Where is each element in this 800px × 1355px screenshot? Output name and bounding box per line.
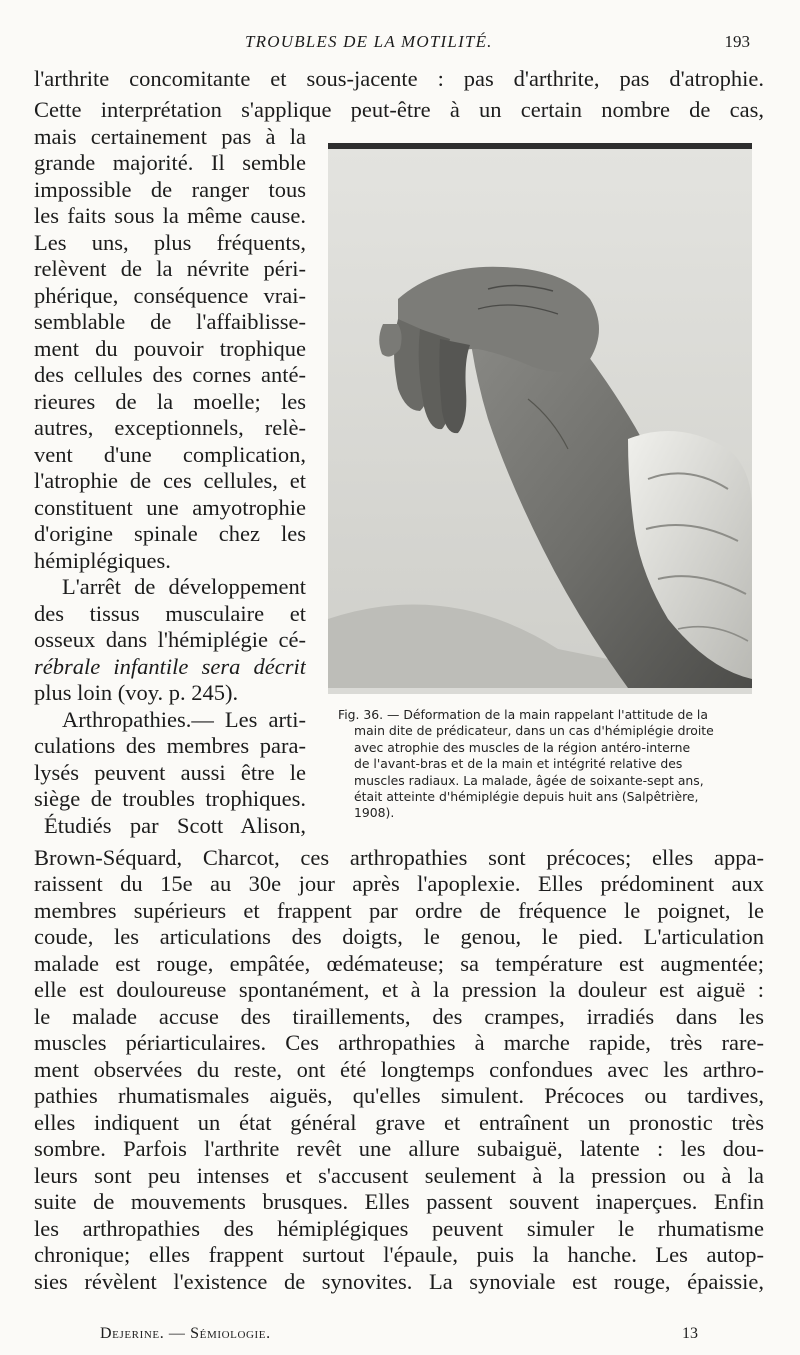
footer-signature: 13: [682, 1325, 698, 1342]
column-line: impossible de ranger tous: [34, 177, 306, 202]
text-line: elles indiquent un état général grave et entraînent un pronostic très: [34, 1110, 764, 1135]
text-line: chronique; elles frappent surtout l'épaule, puis la hanche. Les autop-: [34, 1242, 764, 1267]
text-line: malade est rouge, empâtée, œdémateuse; sa température est augmentée;: [34, 951, 764, 976]
caption-line: muscles radiaux. La malade, âgée de soixante-sept ans,: [354, 772, 704, 788]
column-line: d'origine spinale chez les: [34, 521, 306, 546]
column-line: relèvent de la névrite péri-: [34, 256, 306, 281]
column-line: ment du pouvoir trophique: [34, 336, 306, 361]
column-line: plus loin (voy. p. 245).: [34, 680, 239, 705]
column-line: grande majorité. Il semble: [34, 150, 306, 175]
column-line: constituent une amyotrophie: [34, 495, 306, 520]
column-line: culations des membres para-: [34, 733, 306, 758]
text-line: Brown-Séquard, Charcot, ces arthropathies sont précoces; elles appa-: [34, 845, 764, 870]
column-line: Étudiés par Scott Alison,: [44, 813, 306, 838]
column-line: les faits sous la même cause.: [34, 203, 306, 228]
caption-line: de l'avant-bras et de la main et intégrité relative des: [354, 756, 683, 772]
text-line: elle est douloureuse spontanément, et à la pression la douleur est aiguë :: [34, 977, 764, 1002]
text-line: les arthropathies des hémiplégiques peuvent simuler le rhumatisme: [34, 1216, 764, 1241]
text-line: pathies rhumatismales aiguës, qu'elles simulent. Précoces ou tardives,: [34, 1083, 764, 1108]
hand-photograph: [328, 149, 752, 688]
column-line: l'atrophie de ces cellules, et: [34, 468, 306, 493]
text-line: muscles périarticulaires. Ces arthropathies à marche rapide, très rare-: [34, 1030, 764, 1055]
text-line: Cette interprétation s'applique peut-être à un certain nombre de cas,: [34, 97, 764, 122]
text-line: ment observées du reste, ont été longtemps confondues avec les arthro-: [34, 1057, 764, 1082]
figure-caption: [338, 707, 760, 822]
running-head: [0, 32, 800, 56]
caption-line: avec atrophie des muscles de la région antéro-interne: [354, 739, 691, 755]
running-title: TROUBLES DE LA MOTILITÉ.: [245, 32, 493, 51]
text-line: raissent du 15e au 30e jour après l'apoplexie. Elles prédominent aux: [34, 871, 764, 896]
page-footer: [0, 1325, 800, 1347]
column-line: semblable de l'affaiblisse-: [34, 309, 306, 334]
text-line: coude, les articulations des doigts, le genou, le pied. L'articulation: [34, 924, 764, 949]
caption-line: était atteinte d'hémiplégie depuis huit ans (Salpêtrière,: [354, 788, 699, 804]
column-line: rieures de la moelle; les: [34, 389, 306, 414]
column-line: mais certainement pas à la: [34, 124, 306, 149]
column-line: siège de troubles trophiques.: [34, 786, 306, 811]
caption-line: Fig. 36. — Déformation de la main rappelant l'attitude de la: [338, 707, 708, 722]
column-line: osseux dans l'hémiplégie cé-: [34, 627, 306, 652]
figure-photo: [328, 143, 752, 694]
text-line: sies révèlent l'existence de synovites. La synoviale est rouge, épaissie,: [34, 1269, 764, 1294]
column-line: rébrale infantile sera décrit: [34, 654, 306, 679]
page-number: 193: [724, 32, 750, 51]
text-line: suite de mouvements brusques. Elles passent souvent inaperçues. Enfin: [34, 1189, 764, 1214]
text-line: leurs sont peu intenses et s'accusent seulement à la pression ou à la: [34, 1163, 764, 1188]
column-line: des tissus musculaire et: [34, 601, 306, 626]
column-line: L'arrêt de développement: [62, 574, 306, 599]
text-line: le malade accuse des tiraillements, des crampes, irradiés dans les: [34, 1004, 764, 1029]
footer-author-book: Dejerine. — Sémiologie.: [100, 1325, 271, 1342]
text-line: l'arthrite concomitante et sous-jacente : pas d'arthrite, pas d'atrophie.: [34, 66, 764, 91]
column-line: Arthropathies.— Les arti-: [62, 707, 306, 732]
column-line: lysés peuvent aussi être le: [34, 760, 306, 785]
column-line: vent d'une complication,: [34, 442, 306, 467]
caption-line: main dite de prédicateur, dans un cas d'hémiplégie droite: [354, 723, 714, 739]
text-line: membres supérieurs et frappent par ordre de fréquence le poignet, le: [34, 898, 764, 923]
column-line: phérique, conséquence vrai-: [34, 283, 306, 308]
column-line: des cellules des cornes anté-: [34, 362, 306, 387]
caption-line: 1908).: [354, 805, 395, 821]
column-line: autres, exceptionnels, relè-: [34, 415, 306, 440]
column-line: Les uns, plus fréquents,: [34, 230, 306, 255]
column-line: hémiplégiques.: [34, 548, 171, 573]
text-line: sombre. Parfois l'arthrite revêt une allure subaiguë, latente : les dou-: [34, 1136, 764, 1161]
